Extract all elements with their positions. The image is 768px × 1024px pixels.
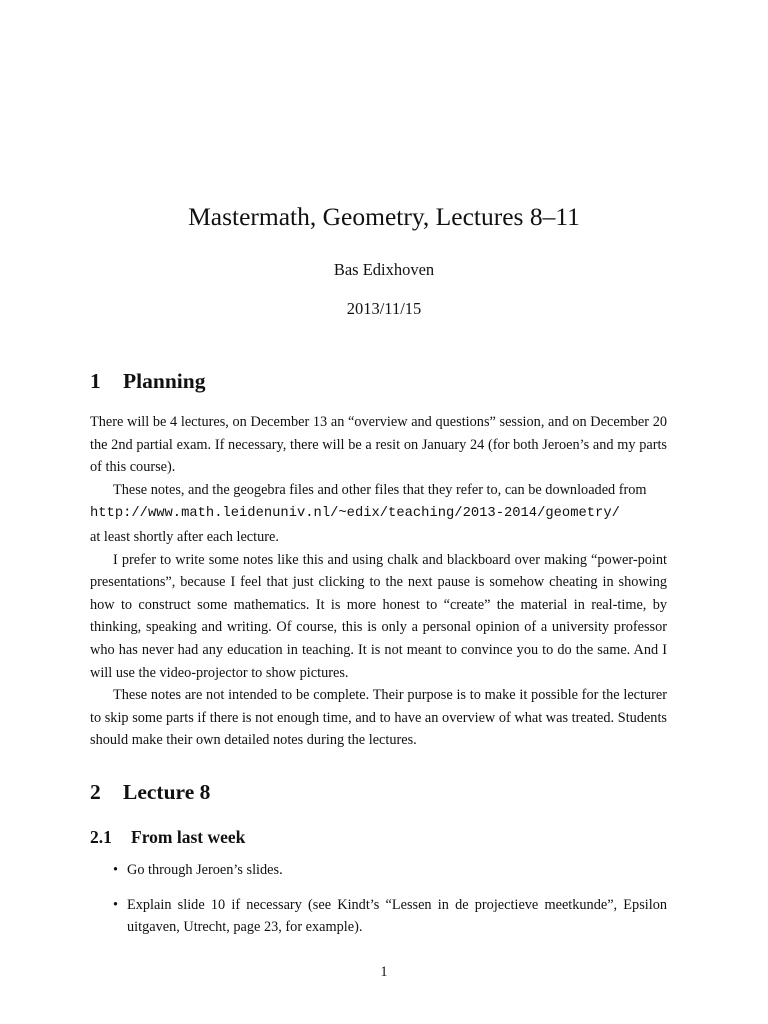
- download-url: http://www.math.leidenuniv.nl/~edix/teaching/2013-2014/geometry/: [90, 506, 620, 522]
- author-name: Bas Edixhoven: [333, 260, 435, 279]
- section-title: Planning: [123, 369, 206, 393]
- list-item: [90, 859, 667, 882]
- section-number: 2: [90, 780, 101, 804]
- paragraph: These notes are not intended to be complete. Their purpose is to make it possible for the lecturer to skip some parts if there is not enough time, and to have an overview of what was treated. Students should make their own detailed notes during the lectures.: [90, 687, 667, 749]
- paragraph: There will be 4 lectures, on December 13 an “overview and questions” session, and on December 20 the 2nd partial exam. If necessary, there will be a resit on January 24 (for both Jeroen’s and my parts of this course).: [90, 414, 667, 476]
- bullet-icon: •: [113, 862, 119, 878]
- section-2-heading: [90, 778, 210, 806]
- list-item: [90, 894, 667, 939]
- paragraph: [90, 479, 667, 549]
- section-1-body: [90, 411, 667, 752]
- subsection-number: 2.1: [90, 827, 112, 847]
- subsection-title: From last week: [131, 827, 246, 847]
- subsection-2-1-heading: [90, 825, 245, 849]
- bullet-icon: •: [113, 896, 119, 913]
- bullet-list: [90, 859, 667, 939]
- section-number: 1: [90, 369, 101, 393]
- list-item-text: Explain slide 10 if necessary (see Kindt’s “Lessen in de projectieve meetkunde”, Epsilon uitgaven, Utrecht, page 23, for example).: [127, 896, 667, 936]
- document-date: 2013/11/15: [346, 299, 422, 318]
- list-item-text: Go through Jeroen’s slides.: [127, 862, 283, 878]
- paragraph-text: These notes, and the geogebra files and other files that they refer to, can be downloaded from: [113, 481, 647, 498]
- page-number: 1: [380, 964, 388, 980]
- section-1-heading: [90, 367, 205, 395]
- document-title: Mastermath, Geometry, Lectures 8–11: [188, 202, 580, 231]
- paragraph: I prefer to write some notes like this and using chalk and blackboard over making “power-point presentations”, because I feel that just clicking to the next pause is somehow cheating in showing how to construct some mathematics. It is more honest to “create” the material in real-time, by thinking, speaking and writing. Of course, this is only a personal opinion of a university professor who has never had any education in teaching. It is not meant to convince you to do the same. And I will use the video-projector to show pictures.: [90, 551, 667, 681]
- section-title: Lecture 8: [123, 780, 211, 804]
- paragraph-text: at least shortly after each lecture.: [90, 528, 279, 545]
